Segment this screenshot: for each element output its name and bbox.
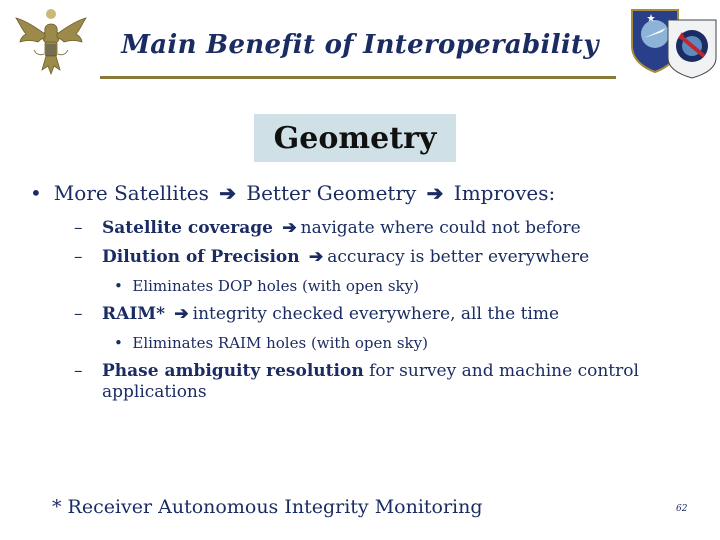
title-rule bbox=[100, 76, 616, 79]
sub-bullet-satellite-coverage bbox=[74, 218, 581, 238]
sub-bullet-text: for survey and machine control bbox=[369, 361, 639, 381]
slide-title: Main Benefit of Interoperability bbox=[121, 30, 599, 60]
right-arrow-icon: ➔ bbox=[174, 304, 189, 324]
bullet-main-part3: Improves: bbox=[453, 181, 556, 205]
footnote: * Receiver Autonomous Integrity Monitoring bbox=[52, 496, 483, 518]
sub-bullet-bold: RAIM* bbox=[102, 304, 165, 324]
dash-marker: – bbox=[74, 361, 83, 381]
sub-bullet-bold: Satellite coverage bbox=[102, 218, 273, 238]
sub-bullet-dop bbox=[74, 247, 589, 267]
page-number: 62 bbox=[676, 504, 688, 514]
bullet-dot: • bbox=[114, 277, 133, 295]
bullet-main-part1: More Satellites bbox=[53, 181, 209, 205]
sub-bullet-phase-ambiguity-continued bbox=[102, 382, 207, 402]
sub-bullet-bold: Phase ambiguity resolution bbox=[102, 361, 364, 381]
dash-marker: – bbox=[74, 247, 83, 267]
right-arrow-icon: ➔ bbox=[309, 247, 324, 267]
right-arrow-icon: ➔ bbox=[426, 181, 444, 205]
sub-sub-bullet-text: Eliminates RAIM holes (with open sky) bbox=[132, 334, 428, 352]
sub-sub-bullet-raim-holes bbox=[114, 334, 428, 352]
sub-bullet-phase-ambiguity bbox=[74, 361, 639, 381]
sub-bullet-text: applications bbox=[102, 382, 207, 402]
bullet-dot: • bbox=[114, 334, 133, 352]
bullet-dot: • bbox=[30, 181, 42, 205]
section-heading: Geometry bbox=[254, 114, 456, 162]
bullet-main bbox=[30, 181, 555, 205]
sub-bullet-text: navigate where could not before bbox=[300, 218, 581, 238]
sub-bullet-text: integrity checked everywhere, all the time bbox=[192, 304, 560, 324]
sub-bullet-text: accuracy is better everywhere bbox=[327, 247, 590, 267]
dash-marker: – bbox=[74, 218, 83, 238]
right-arrow-icon: ➔ bbox=[282, 218, 297, 238]
dash-marker: – bbox=[74, 304, 83, 324]
bullet-main-part2: Better Geometry bbox=[246, 181, 417, 205]
air-force-space-command-emblem-icon bbox=[624, 2, 720, 80]
right-arrow-icon: ➔ bbox=[219, 181, 237, 205]
us-seal-eagle-icon bbox=[12, 6, 90, 78]
sub-bullet-raim bbox=[74, 304, 559, 324]
sub-sub-bullet-text: Eliminates DOP holes (with open sky) bbox=[132, 277, 419, 295]
sub-sub-bullet-dop-holes bbox=[114, 277, 419, 295]
sub-bullet-bold: Dilution of Precision bbox=[102, 247, 300, 267]
